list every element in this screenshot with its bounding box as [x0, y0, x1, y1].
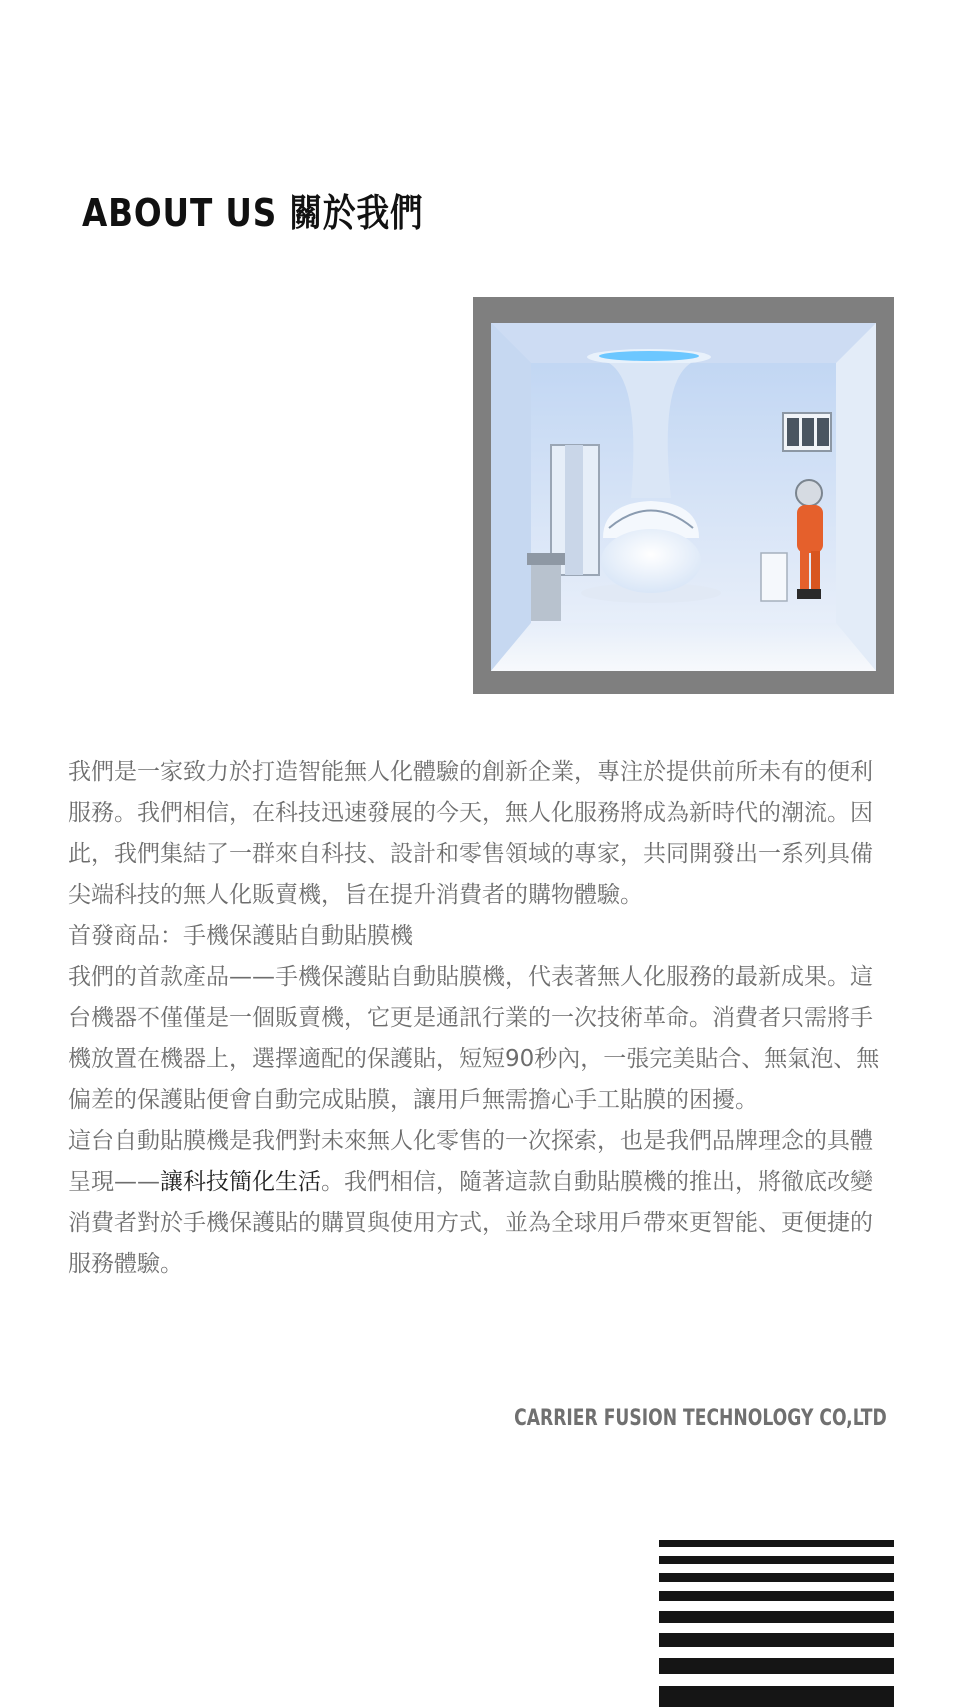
stripe-line: [659, 1611, 894, 1623]
hero-illustration: [491, 323, 876, 671]
stripe-line: [659, 1658, 894, 1674]
company-signature: CARRIER FUSION TECHNOLOGY CO,LTD: [514, 1406, 887, 1431]
page-title: ABOUT US 關於我們: [82, 191, 424, 235]
product-heading: 首發商品：手機保護貼自動貼膜機: [68, 923, 413, 949]
stripe-line: [659, 1556, 894, 1564]
stripe-line: [659, 1573, 894, 1582]
hero-image: [473, 297, 894, 694]
stripe-line: [659, 1591, 894, 1601]
vision-text-after: 。我們相信，隨著這款自動貼膜機的推出，將徹底改變消費者對於手機保護貼的購買與使用方式，並為全球用戶帶來更智能、更便捷的服務體驗。: [68, 1169, 873, 1277]
stripe-line: [659, 1686, 894, 1707]
stripe-line: [659, 1633, 894, 1647]
vision-paragraph: [68, 1121, 890, 1285]
stripe-decoration: [659, 1540, 894, 1707]
product-description: 我們的首款產品——手機保護貼自動貼膜機，代表著無人化服務的最新成果。這台機器不僅僅是一個販賣機，它更是通訊行業的一次技術革命。消費者只需將手機放置在機器上，選擇適配的保護貼，短短90秒內，一張完美貼合、無氣泡、無偏差的保護貼便會自動完成貼膜，讓用戶無需擔心手工貼膜的困擾。: [68, 964, 880, 1113]
stripe-line: [659, 1540, 894, 1547]
vision-text-before: 這台自動貼膜機是我們對未來無人化零售的一次探索，也是我們品牌理念的具體呈現——: [68, 1128, 873, 1195]
about-content: [68, 752, 890, 1285]
intro-paragraph: 我們是一家致力於打造智能無人化體驗的創新企業，專注於提供前所未有的便利服務。我們相信，在科技迅速發展的今天，無人化服務將成為新時代的潮流。因此，我們集結了一群來自科技、設計和零售領域的專家，共同開發出一系列具備尖端科技的無人化販賣機，旨在提升消費者的購物體驗。: [68, 759, 873, 908]
brand-slogan: 讓科技簡化生活: [160, 1169, 321, 1195]
